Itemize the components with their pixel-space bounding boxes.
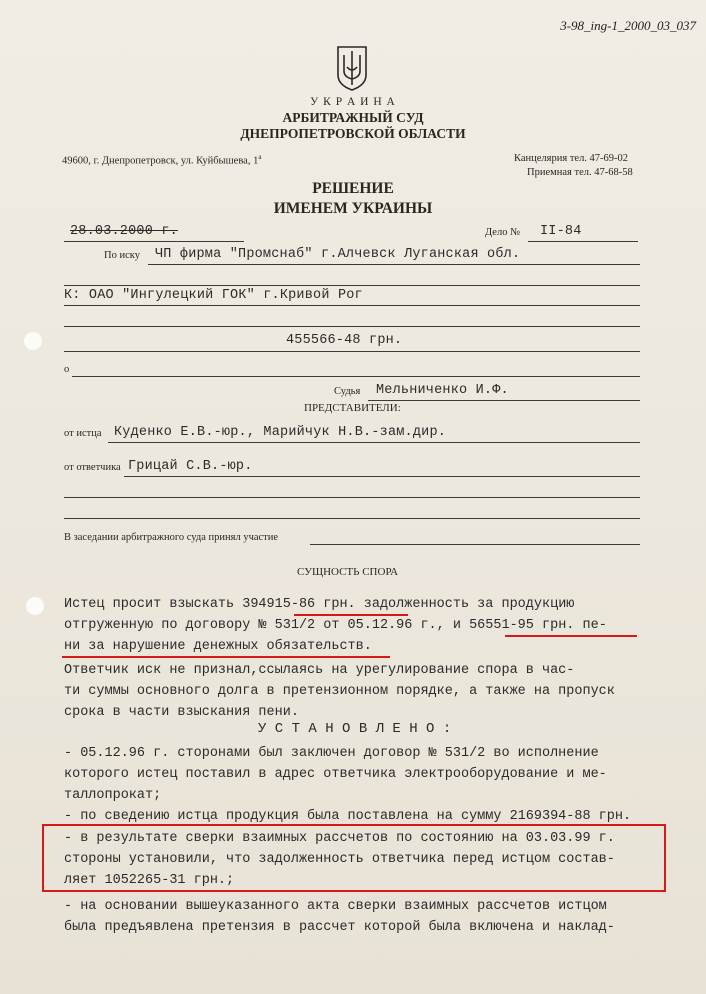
claimant-rep-label: от истца	[64, 428, 102, 439]
paragraph-2-line-2: ти суммы основного долга в претензионном порядке, а также на пропуск	[64, 684, 615, 699]
binder-hole	[24, 332, 42, 350]
court-name-line2: ДНЕПРОПЕТРОВСКОЙ ОБЛАСТИ	[240, 126, 466, 141]
paragraph-1-line-1: Истец просит взыскать 394915-86 грн. задолженность за продукцию	[64, 597, 575, 612]
bullet-3-line-1: - в результате сверки взаимных рассчетов по состоянию на 03.03.99 г.	[64, 831, 615, 846]
court-address: 49600, г. Днепропетровск, ул. Куйбышева, $1^а$	[62, 153, 262, 167]
case-number-label: Дело №	[485, 227, 521, 238]
claim-label: По иску	[104, 250, 140, 261]
paragraph-1-line-3: ни за нарушение денежных обязательств.	[64, 639, 372, 654]
underline-penalty-reason	[62, 656, 390, 658]
underline-penalty-amount	[505, 635, 637, 637]
claimant-representatives: Куденко Е.В.-юр., Марийчук Н.В.-зам.дир.	[114, 425, 447, 440]
office-phone: Канцелярия тел. 47-69-02	[514, 153, 629, 164]
decision-subtitle: ИМЕНЕМ УКРАИНЫ	[273, 200, 433, 217]
bullet-1-line-1: - 05.12.96 г. сторонами был заключен договор № 531/2 во исполнение	[64, 746, 599, 761]
bullet-3-line-3: ляет 1052265-31 грн.;	[64, 873, 235, 888]
paragraph-2-line-1: Ответчик иск не признал,ссылаясь на урегулирование спора в час-	[64, 663, 575, 678]
court-name-line1: АРБИТРАЖНЫЙ СУД	[282, 110, 424, 125]
paragraph-2-line-3: срока в части взыскания пени.	[64, 705, 299, 720]
decision-title: РЕШЕНИЕ	[312, 180, 394, 197]
subject-label: о	[64, 364, 70, 375]
bullet-1-line-2: которого истец поставил в адрес ответчика электрооборудование и ме-	[64, 767, 607, 782]
claim-amount: 455566-48 грн.	[286, 333, 403, 348]
representatives-label: ПРЕДСТАВИТЕЛИ:	[304, 402, 401, 414]
bullet-4-line-2: была предъявлена претензия в рассчет которой была включена и наклад-	[64, 920, 615, 935]
bullet-2: - по сведению истца продукция была поставлена на сумму 2169394-88 грн.	[64, 809, 632, 824]
binder-hole	[26, 597, 44, 615]
essence-heading: СУЩНОСТЬ СПОРА	[297, 566, 399, 578]
judge-name: Мельниченко И.Ф.	[376, 383, 509, 398]
country-heading: У К Р А И Н А	[310, 96, 396, 108]
trident-emblem-icon	[335, 45, 369, 91]
paragraph-1-line-2: отгруженную по договору № 531/2 от 05.12.96 г., и 56551-95 грн. пе-	[64, 618, 607, 633]
defendant-name: К: ОАО "Ингулецкий ГОК" г.Кривой Рог	[64, 288, 363, 303]
judge-label: Судья	[334, 386, 361, 397]
decision-date: 28.03.2000 г.	[70, 224, 178, 239]
document-reference: 3-98_ing-1_2000_03_037	[560, 18, 696, 33]
defendant-representatives: Грицай С.В.-юр.	[128, 459, 253, 474]
reception-phone: Приемная тел. 47-68-58	[527, 167, 633, 178]
bullet-3-line-2: стороны установили, что задолженность ответчика перед истцом состав-	[64, 852, 615, 867]
session-participants-label: В заседании арбитражного суда принял участие	[64, 532, 279, 543]
bullet-4-line-1: - на основании вышеуказанного акта сверки взаимных рассчетов истцом	[64, 899, 607, 914]
established-heading: У С Т А Н О В Л Е Н О :	[258, 721, 452, 737]
bullet-1-line-3: таллопрокат;	[64, 788, 162, 803]
case-number: II-84	[540, 224, 582, 239]
claimant-name: ЧП фирма "Промснаб" г.Алчевск Луганская обл.	[155, 247, 521, 262]
defendant-rep-label: от ответчика	[64, 462, 121, 473]
